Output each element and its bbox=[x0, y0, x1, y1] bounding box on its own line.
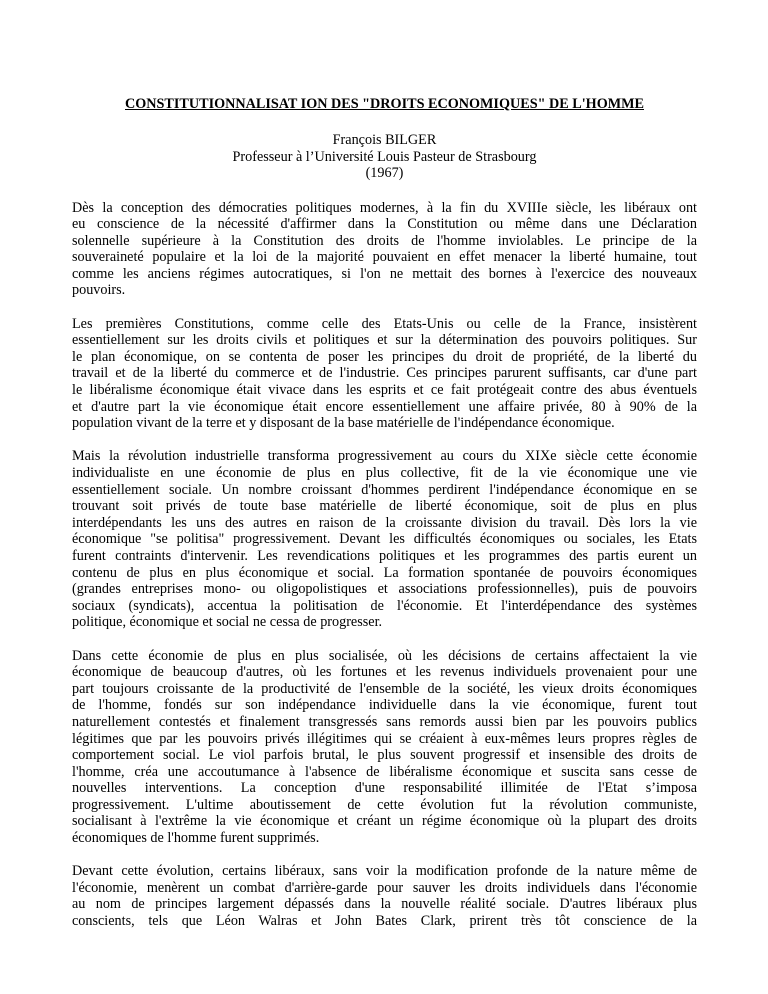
paragraph-line: de l'homme, fondés sur son indépendance individuelle dans la vie économique, furent tout bbox=[72, 697, 697, 714]
paragraph-line: sociaux (syndicats), accentua la politisation de l'économie. Et l'interdépendance des systèmes bbox=[72, 597, 697, 614]
paragraph-line: trouvant soit privés de toute base matérielle de liberté économique, soit de plus en plus bbox=[72, 498, 697, 515]
paragraph bbox=[72, 648, 697, 847]
paragraph-line: essentiellement sur les droits civils et politiques et sur la détermination des pouvoirs politiques. Sur bbox=[72, 332, 697, 349]
paragraph-line: le plan économique, on se contenta de poser les principes du droit de propriété, de la liberté du bbox=[72, 348, 697, 365]
byline bbox=[72, 132, 697, 182]
paragraph-line: interdépendants les uns des autres en raison de la croissante division du travail. Dès lors la vie bbox=[72, 514, 697, 531]
paragraph-line: souveraineté populaire et la loi de la majorité pouvaient en effet menacer la liberté humaine, tout bbox=[72, 249, 697, 266]
paragraph-line: furent contraints d'intervenir. Les revendications politiques et les programmes des partis eurent un bbox=[72, 547, 697, 564]
paragraph-line: (grandes entreprises mono- ou oligopolistiques et associations professionnelles), puis de pouvoirs bbox=[72, 581, 697, 598]
paragraph-line: population vivant de la terre et y disposant de la base matérielle de l'indépendance économique. bbox=[72, 415, 615, 432]
paragraph-line: au nom de principes largement dépassés dans la nouvelle réalité sociale. D'autres libéraux plus bbox=[72, 896, 697, 913]
paragraph-line: Les premières Constitutions, comme celle des Etats-Unis ou celle de la France, insistèrent bbox=[72, 315, 697, 332]
paragraph bbox=[72, 448, 697, 631]
paragraph-line: conscients, tels que Léon Walras et John Bates Clark, prirent très tôt conscience de la bbox=[72, 913, 697, 930]
paragraph-line: individualiste en une économie de plus en plus collective, fit de la vie économique une vie bbox=[72, 465, 697, 481]
paragraph-line: comportement social. Le viol parfois brutal, le plus souvent progressif et insensible des droits de bbox=[72, 747, 697, 764]
paragraph-line: économiques de l'homme furent supprimés. bbox=[72, 830, 320, 847]
paragraph-line: naturellement contestés et finalement transgressés sans remords aussi bien par les pouvoirs publics bbox=[72, 713, 697, 730]
body-text bbox=[72, 200, 697, 930]
paragraph-line: politique, économique et social ne cessa de progresser. bbox=[72, 614, 383, 631]
document-title: CONSTITUTIONNALISAT ION DES "DROITS ECONOMIQUES" DE L'HOMME bbox=[125, 96, 644, 112]
paragraph-line: socialisant à l'extrême la vie économique et créant un régime économique où la plupart des droits bbox=[72, 813, 697, 830]
paragraph-line: le libéralisme économique était vivace dans les esprits et ce fait protégeait contre des abus éventuels bbox=[72, 382, 697, 399]
author-affiliation: Professeur à l’Université Louis Pasteur de Strasbourg bbox=[232, 148, 537, 165]
paragraph-line: comme les anciens régimes autocratiques, si l'on ne mettait des bornes à l'exercice des nouveaux bbox=[72, 265, 697, 282]
author-name: François BILGER bbox=[332, 132, 437, 148]
paragraph-line: l'économie, menèrent un combat d'arrière-garde pour sauver les droits individuels dans l'économie bbox=[72, 879, 697, 896]
paragraph-line: l'homme, créa une accoutumance à l'absence de libéralisme économique et suscita sans cesse de bbox=[72, 763, 697, 780]
paragraph-line: Dès la conception des démocraties politiques modernes, à la fin du XVIIIe siècle, les libéraux ont bbox=[72, 199, 697, 216]
paragraph-line: essentiellement sociale. Un nombre croissant d'hommes perdirent l'indépendance économique en se bbox=[72, 481, 697, 498]
paragraph-line: travail et de la liberté du commerce et de l'industrie. Ces principes parurent suffisants, car d'une part bbox=[72, 365, 697, 382]
paragraph-line: économique "se politisa" progressivement. Devant les difficultés économiques ou sociales, les Etats bbox=[72, 531, 697, 548]
paragraph bbox=[72, 200, 697, 300]
paragraph-line: légitimes que par les pouvoirs privés illégitimes qui se créaient à eux-mêmes leurs propres règles de bbox=[72, 730, 697, 747]
paragraph bbox=[72, 863, 697, 929]
page-content bbox=[72, 96, 697, 946]
paragraph-line: solennelle supérieure à la Constitution des droits de l'homme inviolables. Le principe de la bbox=[72, 232, 697, 249]
paragraph-line: Devant cette évolution, certains libéraux, sans voir la modification profonde de la nature même de bbox=[72, 863, 697, 880]
paragraph-line: part toujours croissante de la productivité de l'ensemble de la société, les vieux droits économiques bbox=[72, 680, 697, 697]
paragraph-line: économique de beaucoup d'autres, où les fortunes et les revenus individuels provenaient pour une bbox=[72, 664, 697, 681]
paragraph-line: Dans cette économie de plus en plus socialisée, où les décisions de certains affectaient la vie bbox=[72, 647, 697, 664]
paragraph-line: et d'autre part la vie économique était encore essentiellement une affaire privée, 80 à 90% de la bbox=[72, 398, 697, 415]
paragraph-line: contenu de plus en plus économique et social. La formation spontanée de pouvoirs économiques bbox=[72, 564, 697, 581]
paragraph-line: eu conscience de la nécessité d'affirmer dans la Constitution ou même dans une Déclaration bbox=[72, 216, 697, 233]
paragraph-line: nouvelles interventions. La conception d'une responsabilité illimitée de l'Etat s’imposa bbox=[72, 780, 697, 797]
paragraph bbox=[72, 316, 697, 432]
publication-year: (1967) bbox=[365, 165, 404, 181]
paragraph-line: progressivement. L'ultime aboutissement de cette évolution fut la révolution communiste, bbox=[72, 796, 697, 813]
paragraph-line: pouvoirs. bbox=[72, 282, 126, 299]
paragraph-line: Mais la révolution industrielle transforma progressivement au cours du XIXe siècle cette économie bbox=[72, 448, 697, 465]
